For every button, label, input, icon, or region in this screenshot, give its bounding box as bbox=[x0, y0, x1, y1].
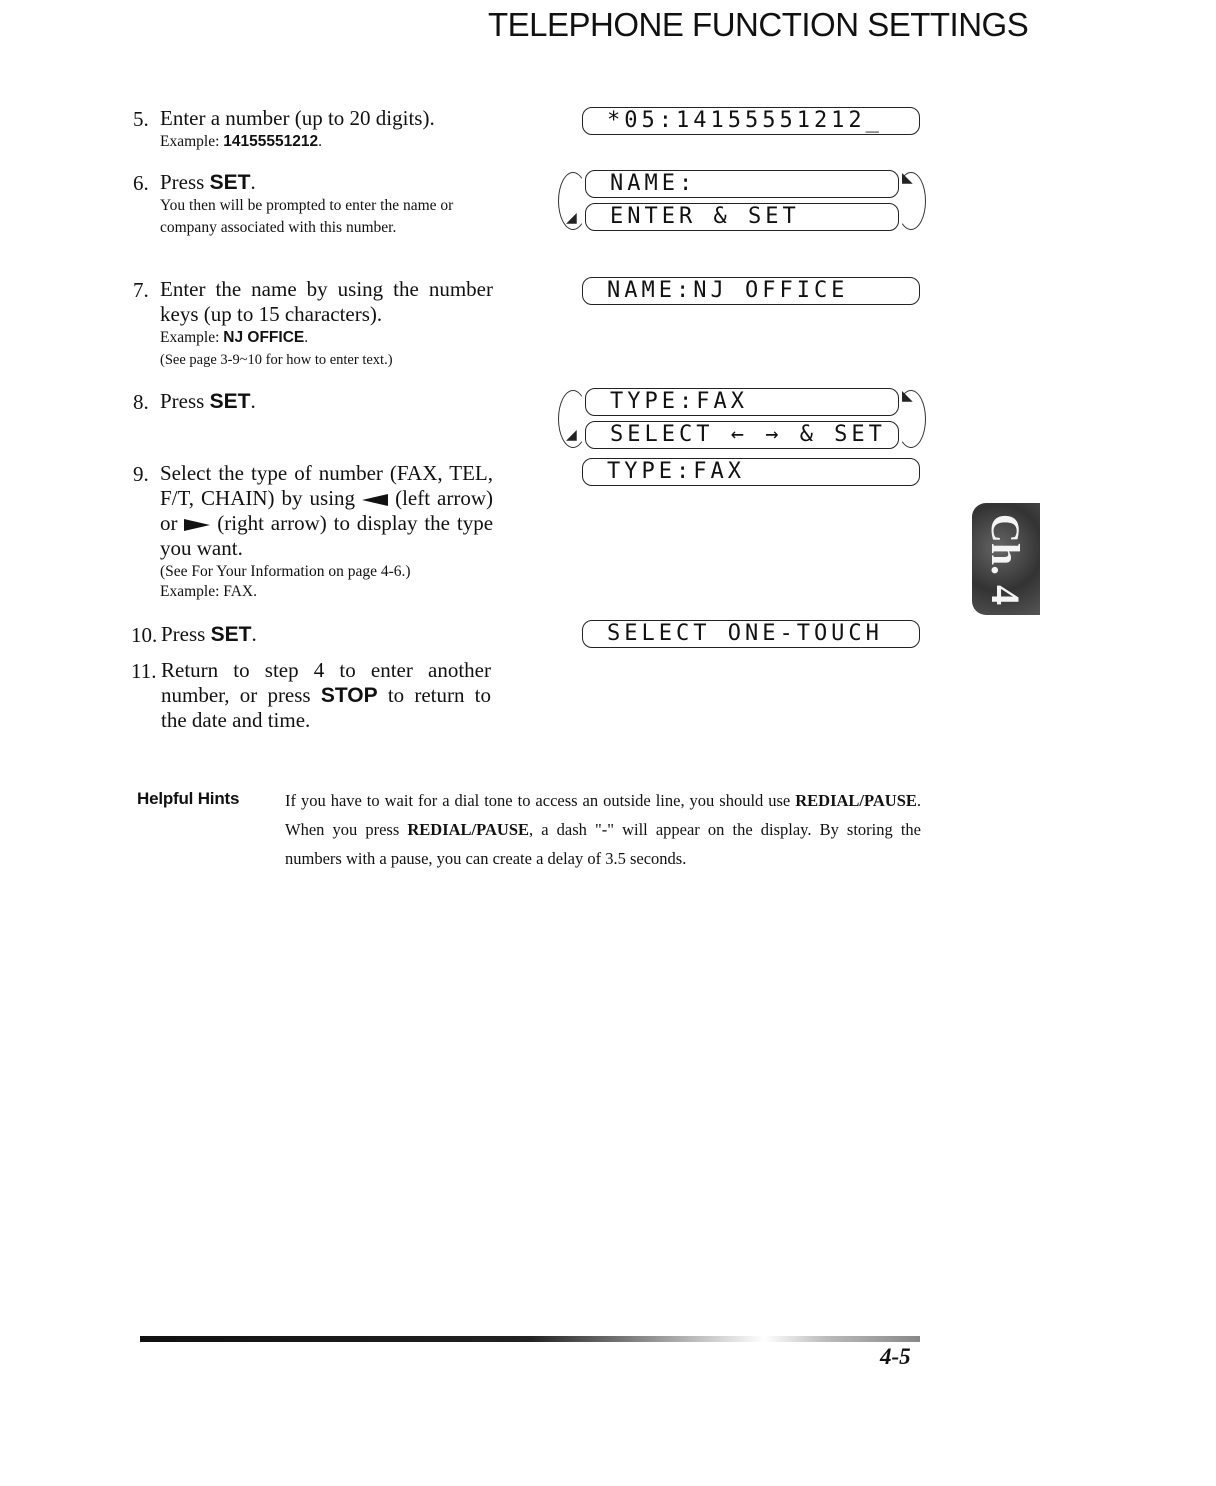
chapter-tab-label: Ch. 4 bbox=[983, 513, 1029, 605]
step-10 bbox=[131, 622, 491, 647]
step-example bbox=[160, 131, 493, 153]
step-5 bbox=[133, 106, 493, 153]
footer-rule bbox=[140, 1336, 920, 1342]
lcd-number-display: *05:14155551212_ bbox=[582, 107, 920, 135]
example-suffix: . bbox=[304, 329, 309, 346]
step-number: 9. bbox=[133, 462, 149, 486]
page-title: TELEPHONE FUNCTION SETTINGS bbox=[488, 6, 1029, 43]
step-example bbox=[160, 327, 493, 349]
step-suffix: . bbox=[250, 170, 256, 194]
step-text-b: (left arrow) or bbox=[160, 486, 494, 535]
set-key: SET bbox=[209, 390, 251, 413]
step-text-c: (right arrow) to display the type you want. bbox=[160, 511, 494, 560]
set-key: SET bbox=[209, 171, 251, 194]
step-reference: (See For Your Information on page 4-6.) bbox=[160, 563, 411, 580]
helpful-hints-text bbox=[285, 786, 921, 873]
cycle-arrow-icon: ◢ bbox=[566, 428, 577, 443]
step-text bbox=[160, 461, 493, 561]
hints-text-a: If you have to wait for a dial tone to access an outside line, you should use bbox=[285, 791, 791, 810]
step-6 bbox=[133, 170, 493, 239]
lcd-enter-set: ENTER & SET bbox=[585, 203, 899, 231]
hints-text-c: , a dash "-" will appear on the display. By storing the numbers with a pause, you can create a delay of 3.5 seconds. bbox=[285, 820, 922, 868]
redial-pause-key: REDIAL/PAUSE bbox=[795, 791, 917, 810]
set-key: SET bbox=[210, 623, 252, 646]
step-text bbox=[161, 622, 491, 647]
step-prefix: Press bbox=[160, 389, 205, 413]
step-note: You then will be prompted to enter the name or company associated with this number. bbox=[160, 197, 454, 236]
example-value: 14155551212 bbox=[223, 133, 319, 150]
chapter-tab bbox=[972, 503, 1040, 615]
cycle-arrow-icon: ◣ bbox=[902, 389, 913, 404]
step-number: 7. bbox=[133, 278, 149, 302]
lcd-name-prompt: NAME: bbox=[585, 170, 899, 198]
step-text bbox=[160, 389, 493, 414]
step-text-a: Return to step 4 to enter another number, or press bbox=[161, 658, 491, 707]
lcd-name-value: NAME:NJ OFFICE bbox=[582, 277, 920, 305]
step-prefix: Press bbox=[160, 170, 205, 194]
step-9 bbox=[133, 461, 493, 603]
cycle-arrow-icon: ◢ bbox=[566, 211, 577, 226]
step-prefix: Press bbox=[161, 622, 206, 646]
step-number: 6. bbox=[133, 171, 149, 195]
step-text-a: Select the type of number (FAX, TEL, F/T, CHAIN) by using bbox=[160, 461, 493, 510]
helpful-hints-label: Helpful Hints bbox=[137, 789, 240, 808]
example-value: NJ OFFICE bbox=[223, 329, 305, 346]
step-number: 8. bbox=[133, 390, 149, 414]
lcd-select-one-touch: SELECT ONE-TOUCH bbox=[582, 620, 920, 648]
step-number: 10. bbox=[131, 623, 158, 647]
step-suffix: . bbox=[251, 622, 257, 646]
page-number: 4-5 bbox=[880, 1344, 911, 1369]
step-text: Enter the name by using the number keys (up to 15 characters). bbox=[160, 277, 493, 326]
redial-pause-key: REDIAL/PAUSE bbox=[407, 820, 530, 839]
example-suffix: . bbox=[318, 133, 322, 150]
right-arrow-icon bbox=[184, 519, 210, 531]
lcd-type-fax-2: TYPE:FAX bbox=[582, 458, 920, 486]
step-example: Example: FAX. bbox=[160, 583, 258, 600]
lcd-type-fax: TYPE:FAX bbox=[585, 388, 899, 416]
step-text-b: to return to the date and time. bbox=[161, 683, 492, 732]
step-text bbox=[160, 170, 493, 195]
step-7 bbox=[133, 277, 493, 371]
step-suffix: . bbox=[250, 389, 256, 413]
step-text bbox=[161, 658, 491, 733]
step-reference: (See page 3-9~10 for how to enter text.) bbox=[160, 352, 393, 368]
example-label: Example: bbox=[160, 133, 220, 150]
lcd-select-set: SELECT ← → & SET bbox=[585, 421, 899, 449]
step-number: 5. bbox=[133, 107, 149, 131]
example-label: Example: bbox=[160, 329, 220, 346]
step-text: Enter a number (up to 20 digits). bbox=[160, 106, 435, 130]
step-number: 11. bbox=[131, 659, 157, 683]
cycle-arrow-icon: ◣ bbox=[902, 171, 913, 186]
step-8 bbox=[133, 389, 493, 414]
step-11 bbox=[131, 658, 491, 733]
stop-key: STOP bbox=[320, 684, 378, 707]
left-arrow-icon bbox=[362, 494, 388, 506]
hints-text-b: . When you press bbox=[285, 791, 922, 839]
